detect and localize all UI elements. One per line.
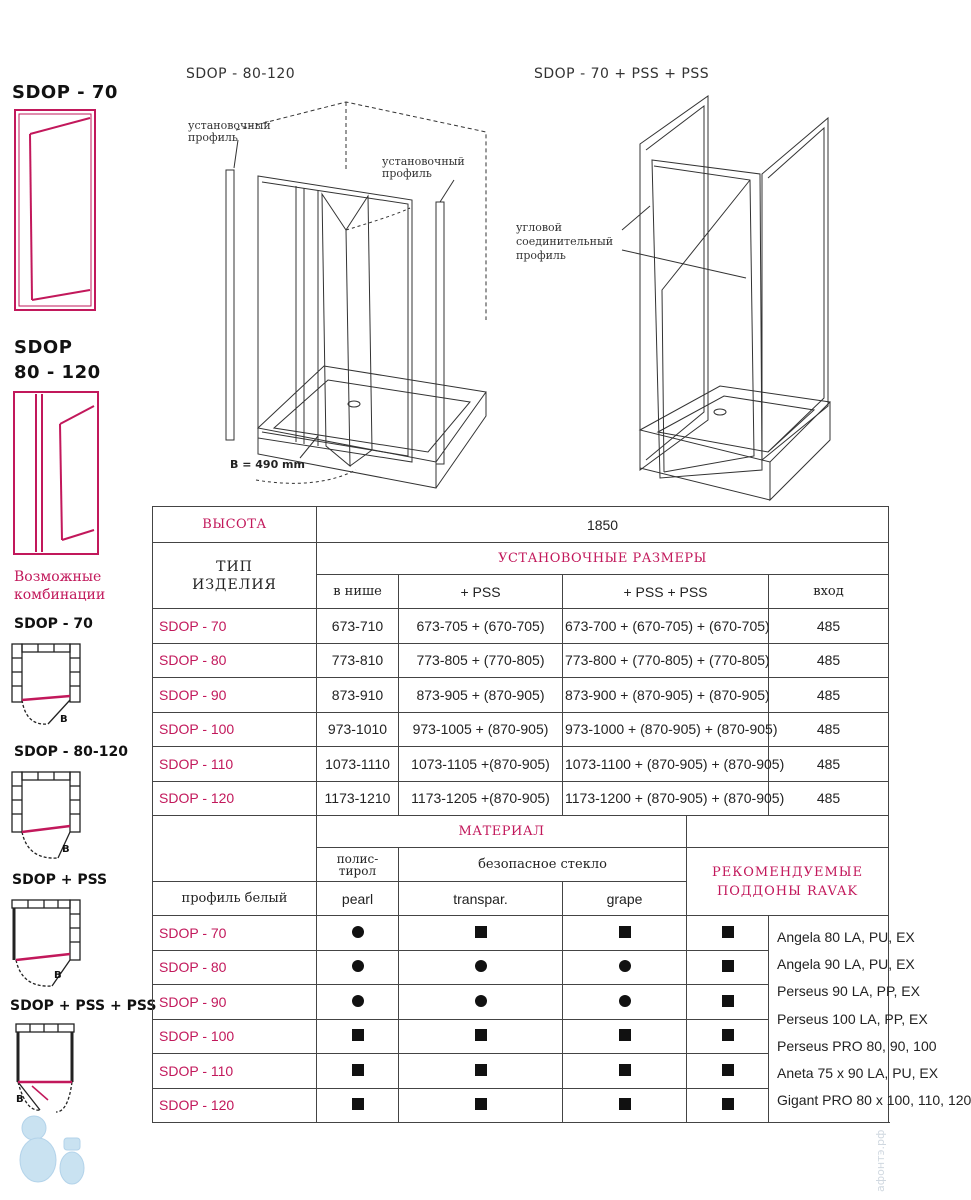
row-model: SDOP - 100 <box>153 712 317 747</box>
blank-cell <box>153 816 317 882</box>
combo-label: SDOP - 70 <box>14 616 93 632</box>
col-pss: + PSS <box>399 575 563 609</box>
square-mark-icon <box>352 1098 364 1110</box>
right-profile-label-2: профиль <box>382 167 432 180</box>
material-header-row <box>153 816 889 848</box>
square-mark-icon <box>475 926 487 938</box>
recommended-line1: РЕКОМЕНДУЕМЫЕ <box>711 864 864 880</box>
row-model: SDOP - 90 <box>153 985 317 1020</box>
col-pearl: pearl <box>317 882 399 916</box>
polystyrene-line1: полис- <box>336 851 379 866</box>
combo-plan-sketch <box>8 766 94 866</box>
row-pss: 1173-1205 +(870-905) <box>399 781 563 816</box>
sdop80-title-line2: 80 - 120 <box>14 362 101 383</box>
combo-label: SDOP + PSS + PSS <box>10 998 157 1014</box>
square-mark-icon <box>619 926 631 938</box>
square-mark-icon <box>722 960 734 972</box>
dot-mark-icon <box>619 960 631 972</box>
table-row <box>153 781 889 816</box>
corner-label-2: соединительный <box>516 235 614 248</box>
dot-mark-icon <box>475 995 487 1007</box>
specifications-table <box>152 506 971 1123</box>
polystyrene-label <box>317 848 399 882</box>
blank-cell <box>687 816 889 848</box>
row-model: SDOP - 120 <box>153 781 317 816</box>
row-pss2: 773-800 + (770-805) + (770-805) <box>563 643 769 678</box>
row-entry: 485 <box>769 747 889 782</box>
corner-label-3: профиль <box>516 249 566 262</box>
tray-item: Aneta 75 x 90 LA, PU, EX <box>777 1065 939 1082</box>
row-pss2: 673-700 + (670-705) + (670-705) <box>563 609 769 644</box>
col-entry: вход <box>769 575 889 609</box>
row-pss2: 1173-1200 + (870-905) + (870-905) <box>563 781 769 816</box>
recommended-trays-list <box>769 916 971 1123</box>
square-mark-icon <box>619 1064 631 1076</box>
combinations-line1: Возможные <box>14 569 102 585</box>
left-profile-label-2: профиль <box>188 131 238 144</box>
row-model: SDOP - 70 <box>153 916 317 951</box>
type-label-line2: ИЗДЕЛИЯ <box>192 576 277 593</box>
square-mark-icon <box>619 1098 631 1110</box>
material-label: МАТЕРИАЛ <box>317 816 687 848</box>
row-pss: 1073-1105 +(870-905) <box>399 747 563 782</box>
row-pss: 673-705 + (670-705) <box>399 609 563 644</box>
tray-item: Gigant PRO 80 x 100, 110, 120 <box>777 1092 971 1109</box>
row-model: SDOP - 100 <box>153 1019 317 1054</box>
table-row <box>153 747 889 782</box>
combo-b-label: B <box>54 970 62 981</box>
square-mark-icon <box>475 1029 487 1041</box>
install-header-row <box>153 543 889 575</box>
sdop80-door-sketch <box>10 388 102 560</box>
row-model: SDOP - 90 <box>153 678 317 713</box>
row-entry: 485 <box>769 712 889 747</box>
row-niche: 1173-1210 <box>317 781 399 816</box>
square-mark-icon <box>722 926 734 938</box>
row-entry: 485 <box>769 678 889 713</box>
tray-item: Perseus PRO 80, 90, 100 <box>777 1037 937 1054</box>
square-mark-icon <box>619 1029 631 1041</box>
square-mark-icon <box>352 1029 364 1041</box>
row-entry: 485 <box>769 609 889 644</box>
dot-mark-icon <box>352 926 364 938</box>
row-model: SDOP - 110 <box>153 747 317 782</box>
watermark-text: афонтэ.рф <box>874 1129 887 1192</box>
square-mark-icon <box>475 1098 487 1110</box>
table-row <box>153 712 889 747</box>
square-mark-icon <box>722 1064 734 1076</box>
dot-mark-icon <box>619 995 631 1007</box>
square-mark-icon <box>475 1064 487 1076</box>
combo-label: SDOP - 80-120 <box>14 744 128 760</box>
safety-glass-label: безопасное стекло <box>399 848 687 882</box>
sdop80-title-line1: SDOP <box>14 337 73 358</box>
height-value: 1850 <box>317 507 889 543</box>
square-mark-icon <box>722 1098 734 1110</box>
combo-b-label: B <box>16 1094 24 1105</box>
type-label <box>153 543 317 609</box>
row-pss2: 1073-1100 + (870-905) + (870-905) <box>563 747 769 782</box>
tray-item: Angela 80 LA, PU, EX <box>777 929 915 945</box>
polystyrene-line2: тирол <box>338 863 377 878</box>
sdop70-title: SDOP - 70 <box>12 82 118 103</box>
recommended-trays-header <box>687 848 889 916</box>
combo-b-label: B <box>62 844 70 855</box>
dot-mark-icon <box>352 960 364 972</box>
row-model: SDOP - 80 <box>153 643 317 678</box>
row-model: SDOP - 70 <box>153 609 317 644</box>
watermark <box>874 1092 888 1192</box>
row-model: SDOP - 110 <box>153 1054 317 1089</box>
square-mark-icon <box>722 995 734 1007</box>
sdop70-pss-3d-drawing <box>600 90 840 490</box>
row-pss: 773-805 + (770-805) <box>399 643 563 678</box>
right-profile-label-1: установочный <box>382 155 465 168</box>
mascot-logo-icon <box>10 1108 90 1192</box>
row-model: SDOP - 80 <box>153 950 317 985</box>
tray-item: Angela 90 LA, PU, EX <box>777 956 915 973</box>
recommended-line2: ПОДДОНЫ RAVAK <box>716 883 859 899</box>
corner-label-1: угловой <box>516 221 562 234</box>
install-sizes-label: УСТАНОВОЧНЫЕ РАЗМЕРЫ <box>317 543 889 575</box>
col-grape: grape <box>563 882 687 916</box>
height-label: ВЫСОТА <box>153 507 317 543</box>
combo-plan-sketch <box>6 894 94 994</box>
table-row <box>153 643 889 678</box>
combinations-line2: комбинации <box>14 587 106 603</box>
square-mark-icon <box>722 1029 734 1041</box>
row-niche: 773-810 <box>317 643 399 678</box>
left-diagram-title: SDOP - 80-120 <box>186 66 296 82</box>
combo-plan-sketch <box>6 1020 96 1120</box>
profile-white-label: профиль белый <box>153 882 317 916</box>
combo-plan-sketch <box>8 638 94 734</box>
height-row <box>153 507 889 543</box>
row-model: SDOP - 120 <box>153 1088 317 1123</box>
combo-b-label: B <box>60 714 68 725</box>
table-row <box>153 916 889 951</box>
table-row <box>153 609 889 644</box>
row-pss2: 973-1000 + (870-905) + (870-905) <box>563 712 769 747</box>
row-pss: 973-1005 + (870-905) <box>399 712 563 747</box>
tray-item: Perseus 90 LA, PP, EX <box>777 983 920 1000</box>
table-row <box>153 678 889 713</box>
row-entry: 485 <box>769 643 889 678</box>
dot-mark-icon <box>352 995 364 1007</box>
row-niche: 673-710 <box>317 609 399 644</box>
left-profile-label-1: установочный <box>188 119 271 132</box>
row-niche: 1073-1110 <box>317 747 399 782</box>
row-pss: 873-905 + (870-905) <box>399 678 563 713</box>
row-niche: 973-1010 <box>317 712 399 747</box>
tray-item: Perseus 100 LA, PP, EX <box>777 1010 928 1027</box>
row-niche: 873-910 <box>317 678 399 713</box>
type-label-line1: ТИП <box>216 558 253 575</box>
dimension-label: B = 490 mm <box>230 458 305 471</box>
col-pss2: + PSS + PSS <box>563 575 769 609</box>
col-niche: в нише <box>317 575 399 609</box>
dot-mark-icon <box>475 960 487 972</box>
square-mark-icon <box>352 1064 364 1076</box>
combo-label: SDOP + PSS <box>12 872 108 888</box>
col-transpar: transpar. <box>399 882 563 916</box>
right-diagram-title: SDOP - 70 + PSS + PSS <box>534 66 710 82</box>
row-entry: 485 <box>769 781 889 816</box>
row-pss2: 873-900 + (870-905) + (870-905) <box>563 678 769 713</box>
sdop70-door-sketch <box>10 104 102 318</box>
sdop80-3d-drawing <box>196 90 506 496</box>
